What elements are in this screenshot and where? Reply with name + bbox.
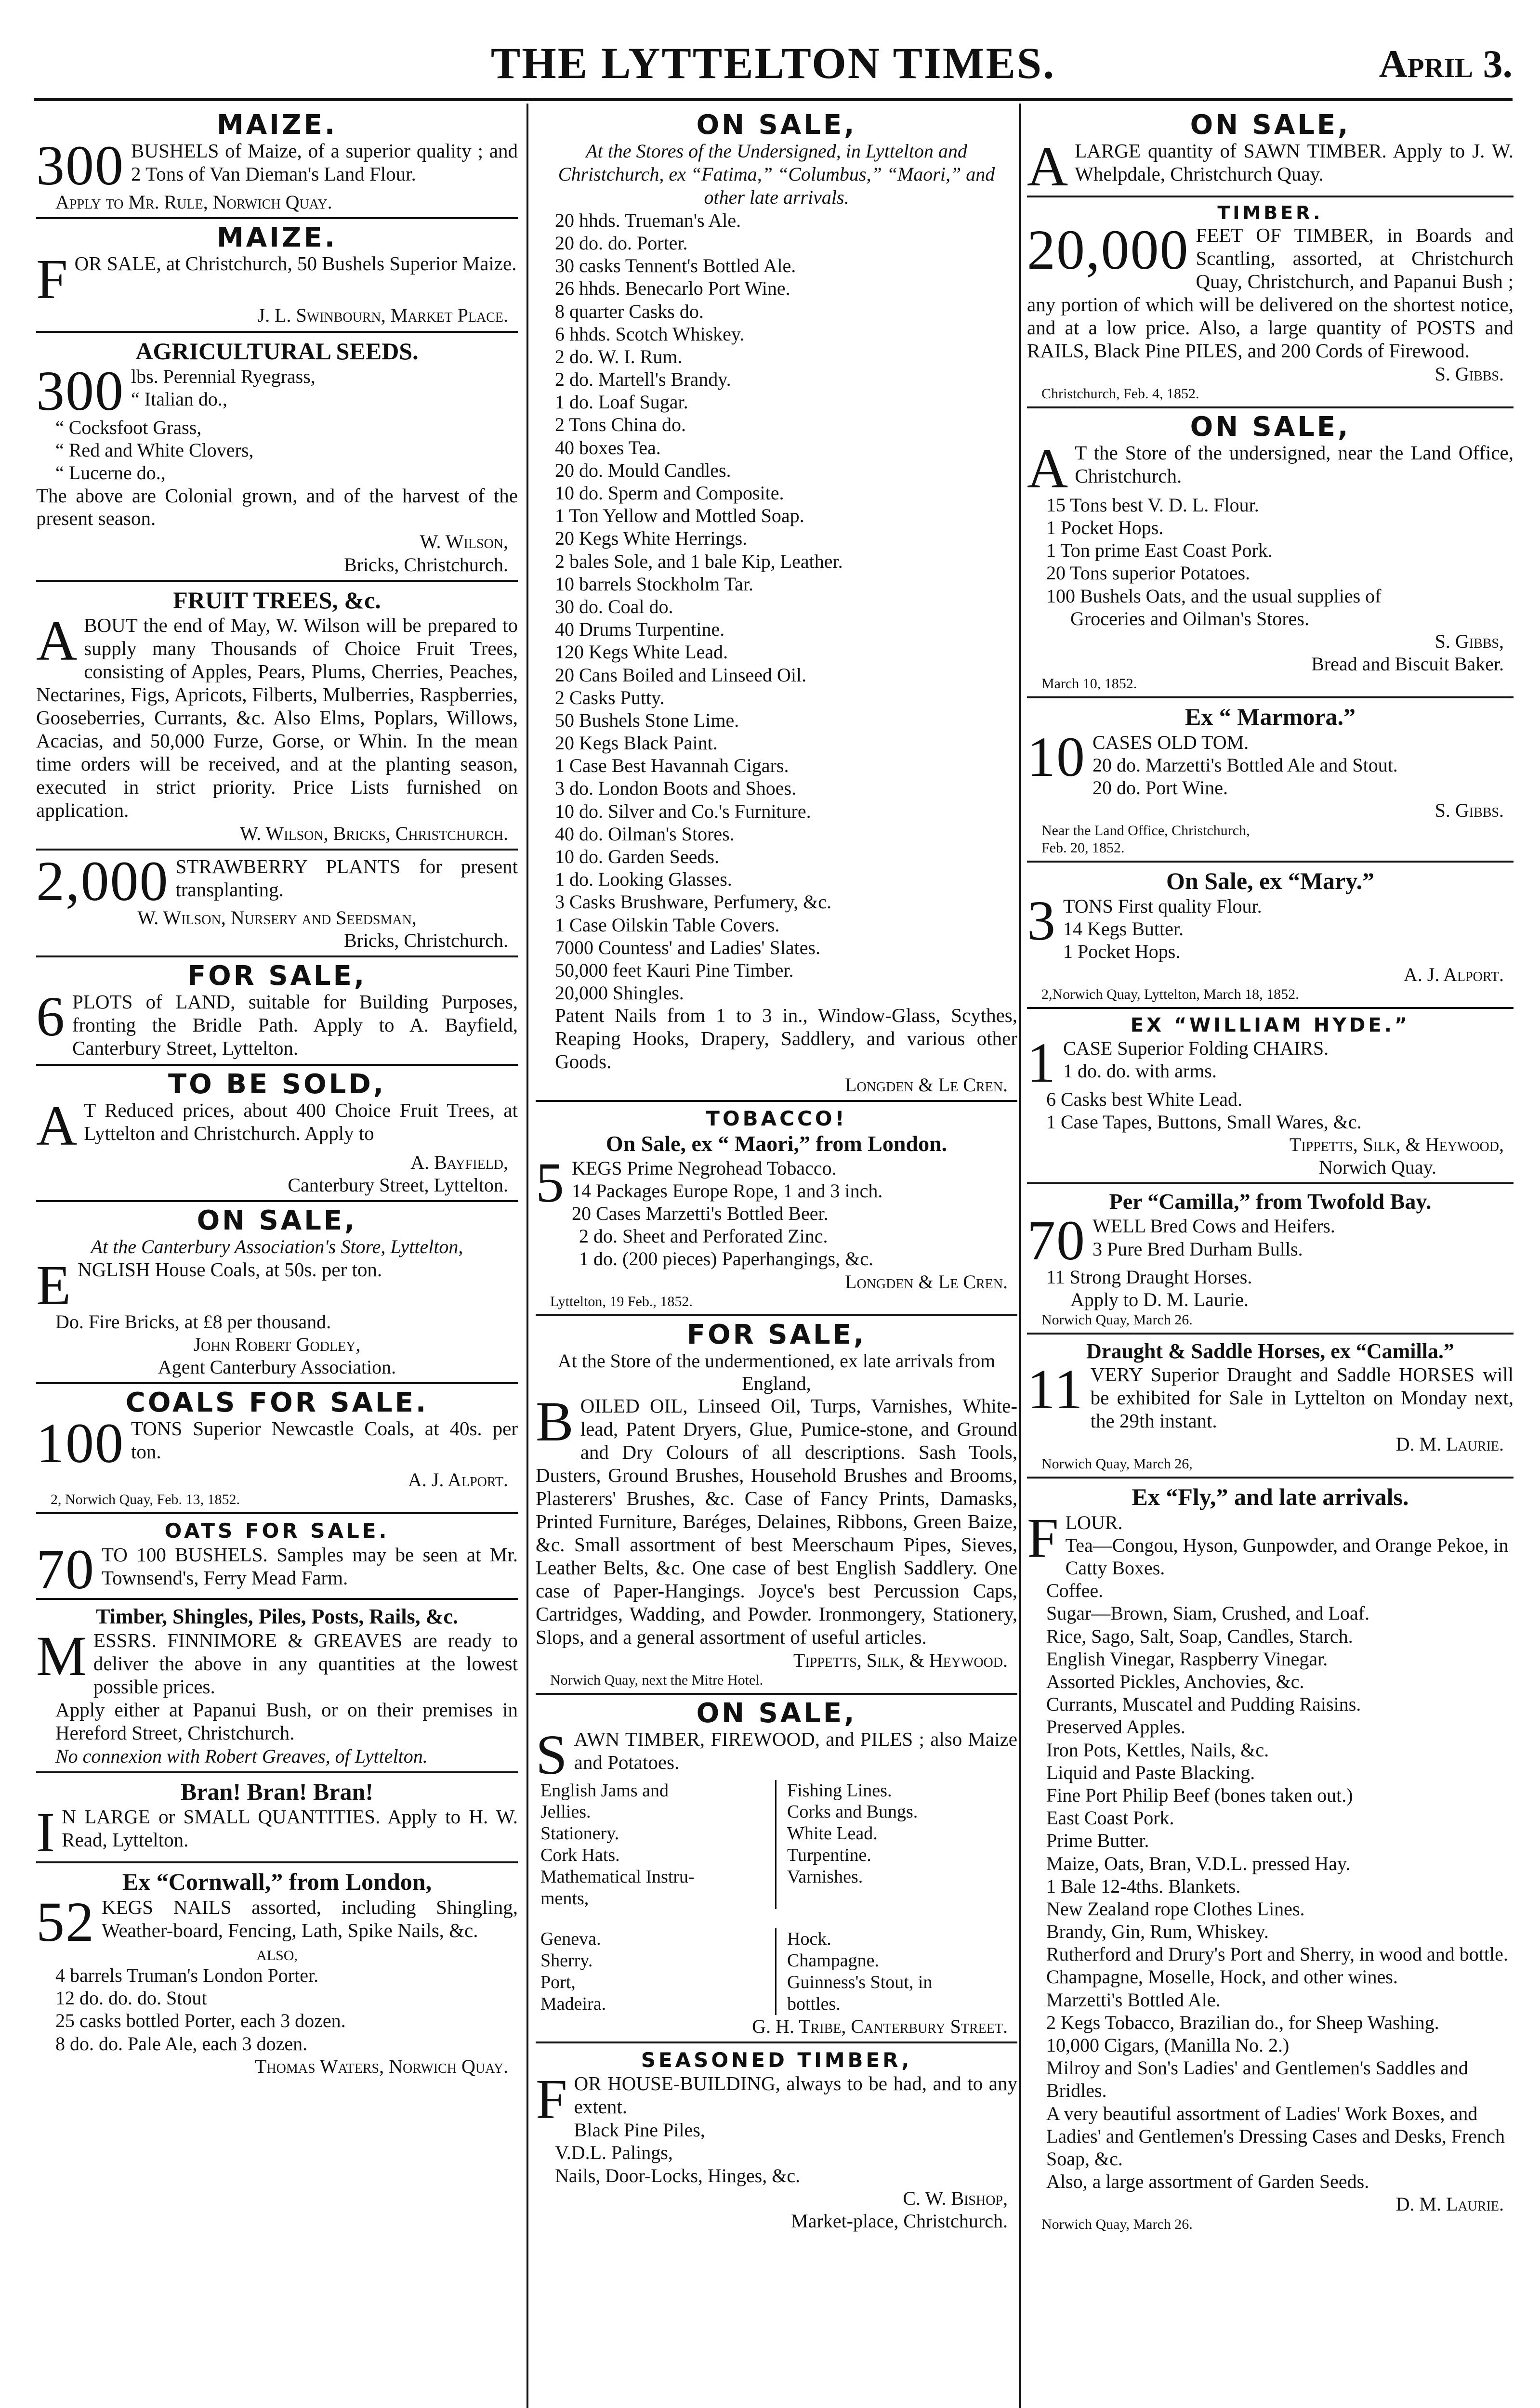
ad-item: 20,000 Shingles. bbox=[555, 982, 684, 1004]
ad-item: 20 Tons superior Potatoes. bbox=[1046, 562, 1250, 584]
ad-item: 1 do. (200 pieces) Paperhangings, &c. bbox=[579, 1248, 873, 1270]
issue-date: April 3. bbox=[1379, 42, 1513, 86]
ad-text: Tea—Congou, Hyson, Gunpowder, and Orange Pekoe, in Catty Boxes. bbox=[1065, 1534, 1509, 1579]
ad-subheading: On Sale, ex “ Maori,” from London. bbox=[605, 1131, 948, 1156]
ad-william-hyde bbox=[1027, 1007, 1514, 1183]
ad-heading: Per “Camilla,” from Twofold Bay. bbox=[1109, 1189, 1432, 1214]
ad-text: LOUR. bbox=[1065, 1511, 1123, 1533]
ad-text: OILED OIL, Linseed Oil, Turps, Varnishes, White-lead, Patent Dryers, Glue, Pumice-stone, and Ground and Dry Colours of all descriptions. Sash Tools, Dusters, Ground Brushes, Household Brushes and Brooms, Plasterers' Brushes, &c. Case of Fancy Prints, Damasks, Printed Furniture, Baréges, Delaines, Ribbons, Green Baize, &c. Small assortment of best Meerschaum Pipes, Sieves, Leather Belts, &c. One case of best English Saddlery. One case of Paper-Hangings. Joyce's best Percussion Caps, Cartridges, Wadding, and Powder. Ironmongery, Stationery, Slops, and a general assortment of useful articles. bbox=[536, 1395, 1017, 1648]
ad-address: Agent Canterbury Association. bbox=[158, 1356, 396, 1378]
ad-plots-of-land bbox=[36, 955, 518, 1064]
ad-dateline: Norwich Quay, March 26. bbox=[1041, 2216, 1193, 2232]
ad-heading: FOR SALE, bbox=[187, 960, 367, 992]
ad-item: 2 Tons China do. bbox=[555, 414, 686, 436]
ad-dateline: Norwich Quay, March 26, bbox=[1041, 1456, 1193, 1472]
column-rule bbox=[526, 104, 528, 2408]
ad-text-2: Apply either at Papanui Bush, or on their premises in Hereford Street, Christchurch. bbox=[55, 1698, 518, 1744]
ad-item: Rutherford and Drury's Port and Sherry, in wood and bottle. bbox=[1046, 1943, 1508, 1965]
drop-capital: A bbox=[1027, 437, 1068, 500]
ad-item: 2 do. Sheet and Perforated Zinc. bbox=[579, 1225, 828, 1247]
ad-item: 6 hhds. Scotch Whiskey. bbox=[555, 323, 745, 345]
goods-item: Corks and Bungs. bbox=[787, 1802, 918, 1822]
ad-heading: TIMBER. bbox=[1217, 202, 1323, 223]
ad-heading: TOBACCO! bbox=[706, 1107, 847, 1131]
ad-item: English Vinegar, Raspberry Vinegar. bbox=[1046, 1648, 1328, 1670]
ad-item: 40 do. Oilman's Stores. bbox=[555, 823, 735, 845]
ad-item: 20 Kegs Black Paint. bbox=[555, 732, 718, 754]
ad-heading: ON SALE, bbox=[197, 1205, 357, 1237]
ad-dateline: Norwich Quay, March 26. bbox=[1041, 1311, 1193, 1328]
ad-item: 10 do. Garden Seeds. bbox=[555, 846, 720, 868]
ad-heading: Ex “ Marmora.” bbox=[1185, 703, 1356, 731]
seed-item: “ Red and White Clovers, bbox=[55, 439, 254, 461]
ad-signature: A. J. Alport. bbox=[1403, 963, 1504, 985]
ad-dateline: 2, Norwich Quay, Feb. 13, 1852. bbox=[51, 1492, 240, 1508]
seed-item: “ Lucerne do., bbox=[55, 462, 166, 484]
ad-signature: Tippetts, Silk, & Heywood. bbox=[793, 1649, 1008, 1671]
ad-item: 40 Drums Turpentine. bbox=[555, 618, 725, 641]
ad-heading: FRUIT TREES, &c. bbox=[173, 586, 381, 614]
ad-text: STRAWBERRY PLANTS for present transplanting. bbox=[175, 855, 518, 901]
ad-for-sale-tippetts bbox=[536, 1314, 1017, 1693]
ad-on-sale-longden bbox=[536, 109, 1017, 1100]
drop-capital: S bbox=[536, 1723, 567, 1786]
ad-item: Brandy, Gin, Rum, Whiskey. bbox=[1046, 1921, 1269, 1943]
ad-item: 20 do. Mould Candles. bbox=[555, 459, 731, 481]
ad-item: Assorted Pickles, Anchovies, &c. bbox=[1046, 1671, 1304, 1693]
ad-item: 20 Cases Marzetti's Bottled Beer. bbox=[572, 1203, 829, 1225]
ad-item: 1 Case Best Havannah Cigars. bbox=[555, 755, 789, 777]
ad-strawberry-plants bbox=[36, 849, 518, 955]
ad-dateline: 2,Norwich Quay, Lyttelton, March 18, 1852. bbox=[1041, 986, 1299, 1002]
ad-signature: W. Wilson, Bricks, Christchurch. bbox=[240, 823, 508, 845]
ad-maize-swinbourn bbox=[36, 217, 518, 331]
ad-timber-gibbs bbox=[1027, 196, 1514, 407]
ad-dateline: Norwich Quay, next the Mitre Hotel. bbox=[550, 1672, 763, 1688]
seed-item: “ Cocksfoot Grass, bbox=[55, 416, 202, 438]
ad-mary bbox=[1027, 861, 1514, 1007]
ad-item: Black Pine Piles, bbox=[574, 2119, 705, 2141]
goods-item: Stationery. bbox=[540, 1823, 619, 1844]
ad-item: 3 Casks Brushware, Perfumery, &c. bbox=[555, 891, 831, 913]
ad-item: 10 barrels Stockholm Tar. bbox=[555, 573, 753, 595]
column-rule bbox=[1019, 104, 1021, 2408]
ad-number: 20,000 bbox=[1027, 218, 1189, 282]
goods-item: Jellies. bbox=[540, 1802, 591, 1822]
ad-sawn-timber-tribe bbox=[536, 1693, 1017, 2042]
ad-item: 120 Kegs White Lead. bbox=[555, 641, 728, 663]
ad-camilla-cattle bbox=[1027, 1182, 1514, 1332]
ad-also: ALSO, bbox=[256, 1947, 298, 1963]
ad-heading: Draught & Saddle Horses, ex “Camilla.” bbox=[1086, 1339, 1454, 1363]
ad-number: 70 bbox=[1027, 1209, 1086, 1272]
ad-item: 8 do. do. Pale Ale, each 3 dozen. bbox=[55, 2032, 308, 2055]
ad-item: 1 Ton prime East Coast Pork. bbox=[1046, 539, 1273, 562]
goods-item: Cork Hats. bbox=[540, 1845, 620, 1865]
ad-item: Marzetti's Bottled Ale. bbox=[1046, 1989, 1221, 2011]
ad-number: 300 bbox=[36, 133, 124, 197]
ad-item: 50,000 feet Kauri Pine Timber. bbox=[555, 959, 794, 981]
ad-subheading: At the Stores of the Undersigned, in Lyttelton and Christchurch, ex “Fatima,” “Columbus,” “Maori,” and other late arrivals. bbox=[558, 140, 995, 208]
ad-timber-finnimore bbox=[36, 1598, 518, 1771]
ad-number: 100 bbox=[36, 1412, 124, 1475]
ad-signature: J. L. Swinbourn, Market Place. bbox=[257, 304, 508, 327]
ad-item: 20 hhds. Trueman's Ale. bbox=[555, 209, 741, 231]
drop-capital: B bbox=[536, 1390, 574, 1453]
ad-fly-arrivals bbox=[1027, 1477, 1514, 2237]
ad-heading: MAIZE. bbox=[216, 109, 338, 141]
ad-draught-horses bbox=[1027, 1333, 1514, 1477]
goods-item: White Lead. bbox=[787, 1823, 878, 1844]
ad-text: ESSRS. FINNIMORE & GREAVES are ready to deliver the above in any quantities at the lowest possible prices. bbox=[93, 1629, 518, 1698]
ad-item: Liquid and Paste Blacking. bbox=[1046, 1761, 1255, 1783]
column-3 bbox=[1027, 104, 1514, 2408]
ad-text: BUSHELS of Maize, of a superior quality ; and 2 Tons of Van Dieman's Land Flour. bbox=[131, 139, 518, 185]
ad-item: Rice, Sago, Salt, Soap, Candles, Starch. bbox=[1046, 1625, 1353, 1647]
goods-item: ments, bbox=[540, 1888, 589, 1909]
ad-marmora bbox=[1027, 696, 1514, 860]
ad-item: 20 Cans Boiled and Linseed Oil. bbox=[555, 664, 807, 686]
ad-text: T the Store of the undersigned, near the Land Office, Christchurch. bbox=[1075, 442, 1514, 487]
ad-address: Canterbury Street, Lyttelton. bbox=[288, 1174, 508, 1196]
ad-number: 6 bbox=[36, 985, 66, 1048]
ad-signature: Longden & Le Cren. bbox=[845, 1270, 1008, 1293]
ad-text: The above are Colonial grown, and of the harvest of the present season. bbox=[36, 484, 518, 530]
ad-agricultural-seeds bbox=[36, 331, 518, 580]
ad-item: 40 boxes Tea. bbox=[555, 436, 661, 458]
ad-item: 1 Bale 12-4ths. Blankets. bbox=[1046, 1875, 1241, 1897]
ad-signature: W. Wilson, Nursery and Seedsman, bbox=[137, 907, 417, 929]
goods-item: Fishing Lines. bbox=[787, 1780, 892, 1801]
ad-item: 100 Bushels Oats, and the usual supplies of bbox=[1046, 585, 1382, 607]
ad-item: 2 Casks Putty. bbox=[555, 686, 665, 708]
ad-number: 2,000 bbox=[36, 850, 169, 913]
ad-text: PLOTS of LAND, suitable for Building Purposes, fronting the Bridle Path. Apply to A. Bayfield, Canterbury Street, Lyttelton. bbox=[72, 991, 518, 1060]
ad-signature: S. Gibbs. bbox=[1435, 363, 1504, 385]
ad-line: Do. Fire Bricks, at £8 per thousand. bbox=[55, 1310, 331, 1333]
drop-capital: F bbox=[536, 2068, 567, 2131]
ad-dateline: Christchurch, Feb. 4, 1852. bbox=[1041, 386, 1199, 402]
ad-item: 10,000 Cigars, (Manilla No. 2.) bbox=[1046, 2034, 1290, 2056]
ad-maize-rule bbox=[36, 109, 518, 217]
ad-note: No connexion with Robert Greaves, of Lyttelton. bbox=[55, 1745, 428, 1767]
ad-heading: SEASONED TIMBER, bbox=[641, 2048, 912, 2072]
ad-item: East Coast Pork. bbox=[1046, 1807, 1174, 1829]
ad-address: Market-place, Christchurch. bbox=[791, 2210, 1008, 2232]
ad-signature: D. M. Laurie. bbox=[1395, 2193, 1504, 2215]
goods-item: Geneva. bbox=[540, 1929, 601, 1950]
ad-to-be-sold bbox=[36, 1064, 518, 1200]
ad-heading: Ex “Fly,” and late arrivals. bbox=[1132, 1483, 1409, 1511]
goods-item: Mathematical Instru- bbox=[540, 1866, 695, 1887]
drop-capital: I bbox=[36, 1801, 55, 1864]
ad-item: 20 Kegs White Herrings. bbox=[555, 527, 748, 550]
drop-capital: A bbox=[36, 1094, 78, 1157]
ad-item: Groceries and Oilman's Stores. bbox=[1070, 607, 1309, 629]
ad-signature: G. H. Tribe, Canterbury Street. bbox=[752, 2015, 1008, 2037]
ad-item: 2 bales Sole, and 1 bale Kip, Leather. bbox=[555, 550, 843, 572]
ad-item: Also, a large assortment of Garden Seeds. bbox=[1046, 2171, 1369, 2193]
ad-item: 20 do. do. Porter. bbox=[555, 232, 688, 254]
ad-item: 30 do. Coal do. bbox=[555, 595, 673, 617]
ad-coals-for-sale bbox=[36, 1382, 518, 1512]
goods-item: English Jams and bbox=[540, 1780, 669, 1801]
ad-heading: AGRICULTURAL SEEDS. bbox=[135, 337, 419, 365]
ad-text: FEET OF TIMBER, in Boards and Scantling, assorted, at Christchurch Quay, Christchurch, and Papanui Bush ; any portion of which will be delivered on the shortest notice, and at a low price. Also, a large quantity of POSTS and RAILS, Black Pine PILES, and 200 Cords of Firewood. bbox=[1027, 224, 1514, 362]
drop-capital: A bbox=[1027, 134, 1068, 198]
ad-item: 12 do. do. do. Stout bbox=[55, 1987, 207, 2009]
ad-address: Bricks, Christchurch. bbox=[343, 929, 508, 952]
ad-tobacco bbox=[536, 1100, 1017, 1314]
ad-signature: S. Gibbs, bbox=[1435, 630, 1504, 652]
ad-item: Milroy and Son's Ladies' and Gentlemen's Saddles and Bridles. bbox=[1046, 2057, 1468, 2102]
goods-table-1 bbox=[536, 1780, 1017, 1910]
ad-text: OR SALE, at Christchurch, 50 Bushels Superior Maize. bbox=[74, 252, 517, 275]
goods-item: Hock. bbox=[787, 1929, 831, 1950]
ad-text: AWN TIMBER, FIREWOOD, and PILES ; also Maize and Potatoes. bbox=[574, 1727, 1017, 1773]
ad-signature: D. M. Laurie. bbox=[1395, 1433, 1504, 1455]
ad-item-list bbox=[536, 209, 1017, 1005]
ad-item: 3 Pure Bred Durham Bulls. bbox=[1092, 1238, 1303, 1260]
ad-item: Coffee. bbox=[1046, 1580, 1104, 1602]
ad-text: CASE Superior Folding CHAIRS. bbox=[1063, 1037, 1329, 1059]
ad-cornwall-nails bbox=[36, 1861, 518, 2081]
drop-capital: F bbox=[36, 247, 68, 311]
ad-number: 10 bbox=[1027, 725, 1086, 788]
ad-english-coals bbox=[36, 1200, 518, 1382]
ad-item: V.D.L. Palings, bbox=[555, 2142, 673, 2164]
ad-heading: ON SALE, bbox=[696, 1697, 857, 1729]
ad-item: 50 Bushels Stone Lime. bbox=[555, 709, 739, 731]
ad-text: WELL Bred Cows and Heifers. bbox=[1092, 1215, 1335, 1237]
ad-number: 5 bbox=[536, 1151, 565, 1214]
ad-item: 2 do. Martell's Brandy. bbox=[555, 368, 731, 391]
column-2 bbox=[536, 104, 1017, 2408]
ad-dateline: Feb. 20, 1852. bbox=[1041, 839, 1125, 856]
ad-item: 14 Packages Europe Rope, 1 and 3 inch. bbox=[572, 1179, 883, 1202]
ad-subheading: At the Canterbury Association's Store, Lyttelton, bbox=[91, 1235, 463, 1257]
goods-item: Turpentine. bbox=[787, 1845, 871, 1865]
ad-item: 15 Tons best V. D. L. Flour. bbox=[1046, 494, 1259, 516]
drop-capital: A bbox=[36, 609, 78, 673]
ad-seasoned-timber bbox=[536, 2042, 1017, 2236]
goods-item: Varnishes. bbox=[787, 1866, 863, 1887]
ad-apply: Apply to Mr. Rule, Norwich Quay. bbox=[55, 191, 332, 213]
goods-item: Champagne. bbox=[787, 1950, 880, 1971]
ad-on-sale-gibbs bbox=[1027, 406, 1514, 696]
ad-text: OR HOUSE-BUILDING, always to be had, and to any extent. bbox=[574, 2072, 1017, 2118]
ad-text: T Reduced prices, about 400 Choice Fruit Trees, at Lyttelton and Christchurch. Apply to bbox=[84, 1099, 518, 1144]
ad-heading: FOR SALE, bbox=[686, 1319, 867, 1350]
ad-address: Bread and Biscuit Baker. bbox=[1311, 653, 1504, 675]
ad-bran bbox=[36, 1771, 518, 1864]
ad-item: 8 quarter Casks do. bbox=[555, 300, 704, 322]
ad-subheading: At the Store of the undermentioned, ex late arrivals from England, bbox=[557, 1349, 996, 1394]
drop-capital: F bbox=[1027, 1506, 1059, 1570]
ad-heading: OATS FOR SALE. bbox=[164, 1519, 390, 1543]
ad-item: A very beautiful assortment of Ladies' Work Boxes, and Ladies' and Gentlemen's Dressing Cases and Desks, French Soap, &c. bbox=[1046, 2102, 1505, 2170]
ad-text: TONS Superior Newcastle Coals, at 40s. per ton. bbox=[131, 1417, 518, 1463]
ad-number: 1 bbox=[1027, 1031, 1056, 1094]
ad-oats-for-sale bbox=[36, 1512, 518, 1601]
ad-signature: Longden & Le Cren. bbox=[845, 1074, 1008, 1096]
goods-item: Port, bbox=[540, 1972, 576, 1993]
ad-text: N LARGE or SMALL QUANTITIES. Apply to H. W. Read, Lyttelton. bbox=[62, 1806, 518, 1851]
ad-heading: MAIZE. bbox=[216, 222, 338, 253]
ad-item: 11 Strong Draught Horses. bbox=[1046, 1266, 1252, 1288]
ad-signature: A. J. Alport. bbox=[408, 1468, 508, 1491]
ad-item: Champagne, Moselle, Hock, and other wines. bbox=[1046, 1966, 1398, 1988]
ad-item: 30 casks Tennent's Bottled Ale. bbox=[555, 255, 796, 277]
ad-item: Maize, Oats, Bran, V.D.L. pressed Hay. bbox=[1046, 1852, 1351, 1874]
ad-item: 2 Kegs Tobacco, Brazilian do., for Sheep Washing. bbox=[1046, 2011, 1439, 2033]
ad-apply: Apply to D. M. Laurie. bbox=[1070, 1289, 1249, 1311]
ad-item: 26 hhds. Benecarlo Port Wine. bbox=[555, 277, 790, 300]
ad-item: 1 Case Oilskin Table Covers. bbox=[555, 914, 780, 936]
ad-item: 10 do. Silver and Co.'s Furniture. bbox=[555, 800, 811, 822]
goods-item: Madeira. bbox=[540, 1993, 606, 2014]
ad-item: 25 casks bottled Porter, each 3 dozen. bbox=[55, 2010, 346, 2032]
ad-heading: ON SALE, bbox=[1190, 411, 1351, 443]
ad-number: 70 bbox=[36, 1537, 95, 1601]
ad-heading: Bran! Bran! Bran! bbox=[181, 1778, 373, 1805]
ad-sawn-timber-whelpdale bbox=[1027, 109, 1514, 196]
ad-item: 20 do. Marzetti's Bottled Ale and Stout. bbox=[1092, 754, 1398, 776]
newspaper-title: THE LYTTELTON TIMES. bbox=[490, 39, 1056, 88]
ad-item-list bbox=[1027, 1579, 1514, 2193]
ad-item: 1 do. Loaf Sugar. bbox=[555, 391, 688, 413]
ad-text: CASES OLD TOM. bbox=[1092, 731, 1249, 753]
masthead bbox=[34, 29, 1513, 101]
seed-item: lbs. Perennial Ryegrass, bbox=[131, 366, 316, 388]
drop-capital: E bbox=[36, 1253, 71, 1317]
ad-signature: Thomas Waters, Norwich Quay. bbox=[254, 2055, 508, 2077]
ad-text: KEGS Prime Negrohead Tobacco. bbox=[572, 1157, 837, 1179]
goods-item: Guinness's Stout, in bbox=[787, 1972, 933, 1993]
drop-capital: M bbox=[36, 1624, 87, 1688]
ad-item: 4 barrels Truman's London Porter. bbox=[55, 1964, 319, 1987]
ad-address: Bricks, Christchurch. bbox=[343, 553, 508, 576]
ad-signature: John Robert Godley, bbox=[193, 1333, 361, 1355]
ad-text: TONS First quality Flour. bbox=[1063, 895, 1262, 917]
ad-text: VERY Superior Draught and Saddle HORSES will be exhibited for Sale in Lyttelton on Monday next, the 29th instant. bbox=[1090, 1363, 1514, 1432]
ad-heading: Timber, Shingles, Piles, Posts, Rails, &c. bbox=[96, 1605, 458, 1629]
ad-item: Iron Pots, Kettles, Nails, &c. bbox=[1046, 1739, 1269, 1761]
ad-signature: C. W. Bishop, bbox=[903, 2187, 1008, 2209]
ad-item: Prime Butter. bbox=[1046, 1830, 1149, 1852]
ad-heading: ON SALE, bbox=[696, 109, 857, 141]
ad-item: 2 do. W. I. Rum. bbox=[555, 345, 683, 367]
ad-number: 11 bbox=[1027, 1358, 1084, 1421]
ad-item: Currants, Muscatel and Pudding Raisins. bbox=[1046, 1693, 1361, 1715]
ad-item: Preserved Apples. bbox=[1046, 1716, 1185, 1738]
ad-item: 14 Kegs Butter. bbox=[1063, 918, 1184, 940]
ad-item: 10 do. Sperm and Composite. bbox=[555, 482, 784, 504]
ad-item: 1 Pocket Hops. bbox=[1046, 517, 1164, 539]
ad-item: Sugar—Brown, Siam, Crushed, and Loaf. bbox=[1046, 1602, 1370, 1624]
ad-heading: Ex “Cornwall,” from London, bbox=[122, 1868, 432, 1896]
seed-item: “ Italian do., bbox=[131, 388, 227, 410]
ad-text: LARGE quantity of SAWN TIMBER. Apply to J. W. Whelpdale, Christchurch Quay. bbox=[1075, 139, 1514, 185]
ad-item: 1 Ton Yellow and Mottled Soap. bbox=[555, 505, 804, 527]
ad-heading: ON SALE, bbox=[1190, 109, 1351, 141]
ad-number: 300 bbox=[36, 359, 124, 423]
ad-item: 6 Casks best White Lead. bbox=[1046, 1088, 1242, 1110]
ad-item: 7000 Countess' and Ladies' Slates. bbox=[555, 936, 821, 958]
ad-heading: COALS FOR SALE. bbox=[125, 1387, 429, 1419]
ad-signature: A. Bayfield, bbox=[410, 1151, 508, 1173]
ad-item: 1 Pocket Hops. bbox=[1063, 941, 1181, 963]
ad-address: Norwich Quay. bbox=[1318, 1156, 1436, 1178]
ad-item: 20 do. Port Wine. bbox=[1092, 777, 1228, 799]
ad-signature: S. Gibbs. bbox=[1435, 799, 1504, 822]
ad-item: Fine Port Philip Beef (bones taken out.) bbox=[1046, 1784, 1353, 1806]
ad-text: Patent Nails from 1 to 3 in., Window-Glass, Scythes, Reaping Hooks, Drapery, Saddlery, and various other Goods. bbox=[555, 1004, 1017, 1073]
column-1 bbox=[36, 104, 518, 2408]
ad-dateline: Near the Land Office, Christchurch, bbox=[1041, 822, 1250, 838]
ad-dateline: Lyttelton, 19 Feb., 1852. bbox=[550, 1293, 693, 1309]
ad-item: 1 do. Looking Glasses. bbox=[555, 868, 732, 890]
ad-heading: TO BE SOLD, bbox=[168, 1069, 386, 1100]
ad-item: New Zealand rope Clothes Lines. bbox=[1046, 1898, 1305, 1920]
ad-text: BOUT the end of May, W. Wilson will be prepared to supply many Thousands of Choice Fruit Trees, consisting of Apples, Pears, Plums, Cherries, Peaches, Nectarines, Figs, Apricots, Filberts, Mulberries, Raspberries, Gooseberries, Currants, &c. Also Elms, Poplars, Willows, Acacias, and 50,000 Furze, Gorse, or Whin. In the mean time orders will be received, and at the planting season, executed in strict priority. Price Lists furnished on application. bbox=[36, 614, 518, 822]
ad-signature: W. Wilson, bbox=[420, 531, 508, 553]
ad-number: 52 bbox=[36, 1890, 95, 1953]
goods-table-2 bbox=[536, 1928, 1017, 2015]
ad-heading: EX “WILLIAM HYDE.” bbox=[1130, 1014, 1410, 1036]
ad-text: TO 100 BUSHELS. Samples may be seen at Mr. Townsend's, Ferry Mead Farm. bbox=[102, 1543, 518, 1589]
ad-text: NGLISH House Coals, at 50s. per ton. bbox=[78, 1258, 382, 1281]
ad-number: 3 bbox=[1027, 889, 1056, 953]
ad-item: 3 do. London Boots and Shoes. bbox=[555, 777, 797, 799]
goods-item: Sherry. bbox=[540, 1950, 593, 1971]
ad-heading: On Sale, ex “Mary.” bbox=[1166, 867, 1374, 894]
ad-signature: Tippetts, Silk, & Heywood, bbox=[1289, 1134, 1504, 1156]
ad-item: 1 Case Tapes, Buttons, Small Wares, &c. bbox=[1046, 1111, 1362, 1133]
ad-item: Nails, Door-Locks, Hinges, &c. bbox=[555, 2164, 801, 2186]
goods-item: bottles. bbox=[787, 1993, 841, 2014]
ad-item: 1 do. do. with arms. bbox=[1063, 1060, 1217, 1082]
ad-fruit-trees bbox=[36, 580, 518, 849]
ad-text: KEGS NAILS assorted, including Shingling, Weather-board, Fencing, Lath, Spike Nails, &c. bbox=[102, 1896, 518, 1941]
ad-dateline: March 10, 1852. bbox=[1041, 676, 1137, 692]
